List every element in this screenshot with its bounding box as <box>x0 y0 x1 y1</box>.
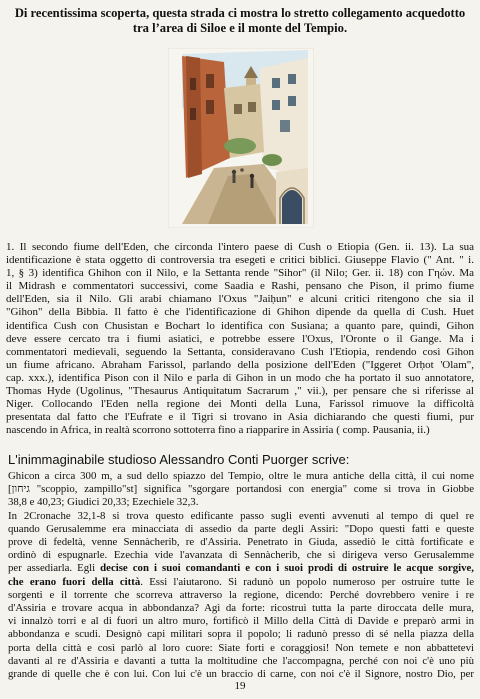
text-line: presentata dal fatto che l'Eufrate e il Tigri si trovano in Asia dichiarando che questi fiumi, pur <box>6 411 474 424</box>
street-watercolor-illustration <box>168 48 314 228</box>
text-line: nascendo in Africa, in realtà scorrono sottoterra fino a riapparire in Assiria ( comp. Pausania, ii.) <box>6 424 430 437</box>
text-line: prove di fedeltà, venne Sennàcherib, re d'Assiria. Penetrato in Giuda, assediò le città fortificate e <box>8 536 474 549</box>
text-run: per assediarla. Egli <box>8 562 101 575</box>
text-line: In 2Cronache 32,1-8 si trova questo edificante passo sugli eventi avvenuti al tempo di quel re <box>8 509 474 522</box>
text-line: 1, § 3) identifica Ghihon con il Nilo, e la Settanta rende "Sihor" (il Nilo; Ger. ii. 18) con Γηών. Ma <box>6 267 474 280</box>
text-line: sorgenti e il torrente che scorreva attraverso la regione, dicendo: Perché dovrebbero venire i re <box>8 588 474 601</box>
text-line: porta della città e così parlò al loro cuore: Siate forti e coraggiosi! Non temete e non abbattetevi <box>8 641 474 654</box>
text-line: vi innalzò torri e al di fuori un altro muro, fortificò il Millo della Città di Davide e preparò armi in <box>8 615 474 628</box>
text-line <box>8 576 474 589</box>
page-title <box>0 6 480 35</box>
text-line: dell'Eden, sia il Nilo. Gli arabi chiamano l'Oxus "Jaiḥun" e alcuni critici ritengono che sia il <box>6 293 474 306</box>
bold-text-run: che erano fuori della città <box>8 575 141 588</box>
text-line: il Midrash e commentatori successivi, come Saadia e Rashi, pensano che Pison, il primo fiume <box>6 280 474 293</box>
text-line: Niger. Collocando l'Eden nella regione dei Monti della Luna, Farissol rimuove la difficoltà <box>6 398 474 411</box>
text-line: 38,8 e 40,23; Giudici 20,33; Ezechiele 32,3. <box>8 496 199 509</box>
text-line: quando Gerusalemme era minacciata di assedio da parte degli Assiri: "Dopo questi fatti e queste <box>8 522 474 535</box>
text-line: Ghicon a circa 300 m, a sud dello spiazzo del Tempio, oltre le mura antiche della città, il cui nome <box>8 470 474 482</box>
text-line: abbondanza e scudi. Designò capi militari sopra il popolo; li radunò presso di sé nella piazza della <box>8 628 474 641</box>
text-line: "Gihon" della Bibbia. Il fatto è che l'identificazione di Ghihon dipende da quella di Cush. Huet <box>6 306 474 319</box>
title-line-1: Di recentissima scoperta, questa strada ci mostra lo stretto collegamento acquedotto <box>14 6 466 20</box>
text-line: deve essere cercato tra i fiumi asiatici, e potrebbe essere l'Oxus, l'Oronte o il Gange. Ma i <box>6 332 474 345</box>
text-line: identifica Cush con Chusistan e Bochart lo identifica con Susiana; a quanto pare, quindi, Gihon <box>6 319 474 332</box>
text-line: davanti al re d'Assiria e davanti a tutta la moltitudine che l'accompagna, perché con noi c'è uno più <box>8 654 474 667</box>
text-run: . Essi l'aiutarono. Si radunò un popolo numeroso per ostruire tutte le <box>140 575 474 588</box>
paragraph-gihon-chronicles <box>8 470 474 681</box>
paragraph-gihon-notes <box>6 241 474 437</box>
text-line: un fiume africano. Abraham Farissol, parlando della posizione dell'Eden ("Iggeret Orḥot 'Olam", <box>6 358 474 371</box>
title-line-2: tra l’area di Siloe e il monte del Tempio. <box>132 20 348 35</box>
text-line: ordinò di espugnarle. Ezechia vide l'avanzata di Sennàcherib, che si dirigeva verso Gerusalemme <box>8 549 474 562</box>
bold-text-run: decise con i suoi comandanti e con i suoi prodi di ostruire le acque sorgive, <box>100 562 474 575</box>
section-heading: L'inimmaginabile studioso Alessandro Conti Puorger scrive: <box>8 452 350 467</box>
text-line <box>8 562 474 575</box>
text-line: d'Assiria e trovare acqua in abbondanza? Agì da forte: ricostruì tutta la parte diroccata delle mura, <box>8 602 474 615</box>
text-line: identificazione è stata oggetto di controversia tra esegeti e critici biblici. Giuseppe Flavio (" Ant. " i. <box>6 254 474 267</box>
text-line: Thomas Hyde (Ugolinus, "Thesaurus Antiquitatum Sacrarum ," vii.), per pensare che si riferisse al <box>6 385 474 398</box>
text-line: grande di quelle che è con lui. Con lui c'è un braccio di carne, con noi c'è il Signore, nostro Dio, per <box>8 668 474 681</box>
text-line: commentatori medievali, seguendo la Settanta, consideravano Cush l'Etiopia, rendendo così Gihon <box>6 345 474 358</box>
text-line: cap. xxx.), identifica Pison con il Nilo e parla di Gihon in un modo che ha portato il suo annotatore, <box>6 371 474 384</box>
page-number: 19 <box>234 680 246 692</box>
text-line: 1. Il secondo fiume dell'Eden, che circonda l'intero paese di Cush o Etiopia (Gen. ii. 13). La sua <box>6 241 474 253</box>
text-line: [גיחון "scoppio, zampillo"st] significa "sgorgare portandosi con energia" come si trova in Giobbe <box>8 483 474 496</box>
